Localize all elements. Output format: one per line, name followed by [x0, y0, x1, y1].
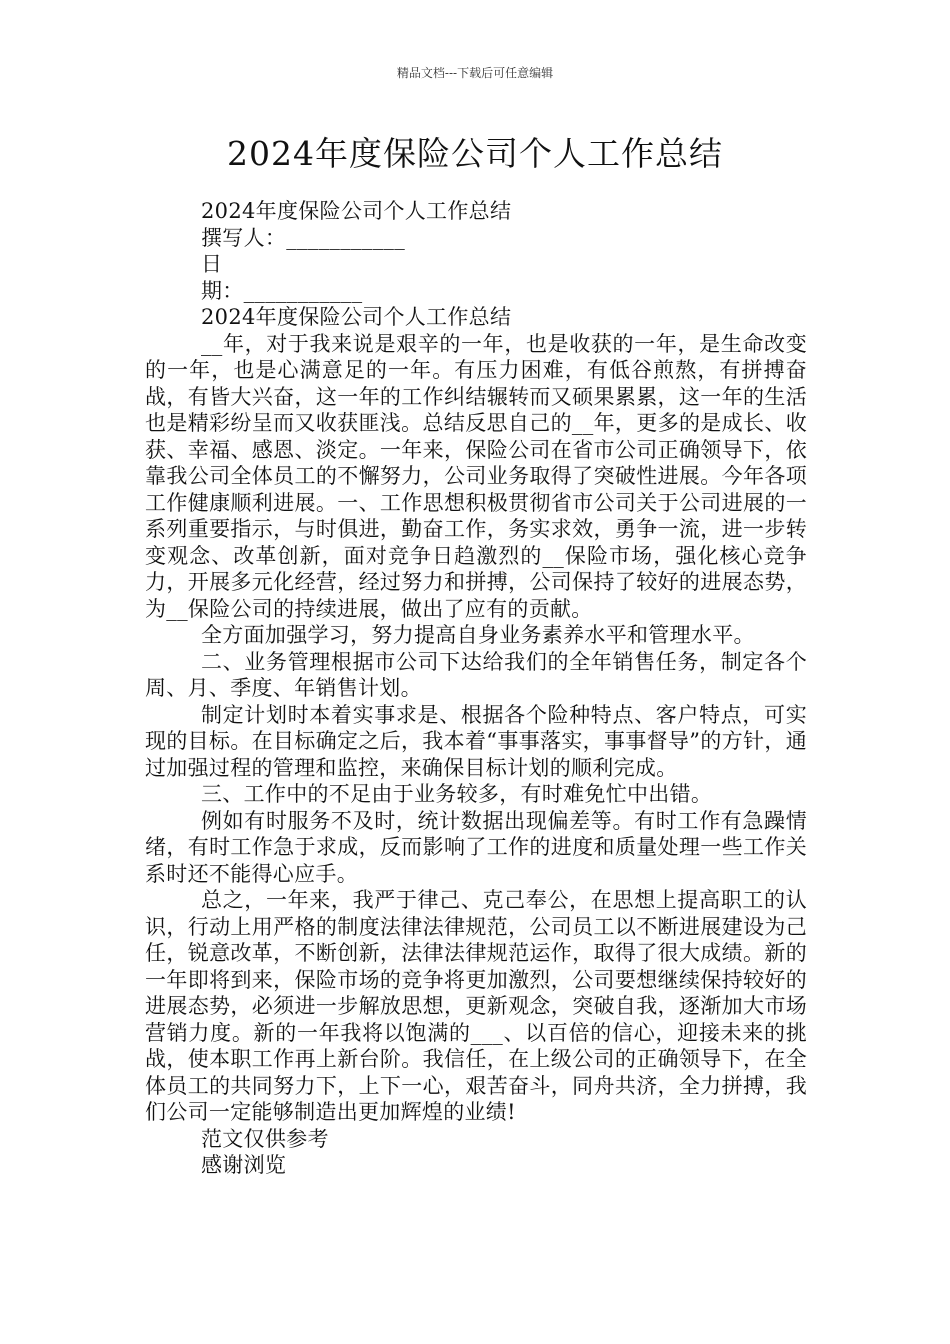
document-body	[145, 198, 807, 1179]
page-header: 精品文档---下载后可任意编辑	[396, 66, 554, 80]
author-line: 撰写人：___________	[201, 225, 405, 250]
paragraph: __年，对于我来说是艰辛的一年，也是收获的一年，是生命改变的一年，也是心满意足的一年。有压力困难，有低谷煎熬，有拼搏奋战，有皆大兴奋，这一年的工作纠结辗转而又硕果累累，这一年的生活也是精彩纷呈而又收获匪浅。总结反思自己的__年，更多的是成长、收获、幸福、感恩、淡定。一年来，保险公司在省市公司正确领导下，依靠我公司全体员工的不懈努力，公司业务取得了突破性进展。今年各项工作健康顺利进展。一、工作思想积极贯彻省市公司关于公司进展的一系列重要指示，与时俱进，勤奋工作，务实求效，勇争一流，进一步转变观念、改革创新，面对竞争日趋激烈的__保险市场，强化核心竞争力，开展多元化经营，经过努力和拼搏，公司保持了较好的进展态势，为__保险公司的持续进展，做出了应有的贡献。	[145, 331, 807, 621]
subtitle-line-2: 2024年度保险公司个人工作总结	[201, 305, 512, 329]
reference-note: 范文仅供参考	[201, 1126, 329, 1151]
document-title: 2024年度保险公司个人工作总结	[227, 134, 723, 173]
paragraph: 二、业务管理根据市公司下达给我们的全年销售任务，制定各个周、月、季度、年销售计划。	[145, 649, 807, 700]
paragraph: 三、工作中的不足由于业务较多，有时难免忙中出错。	[201, 782, 713, 806]
paragraph: 全方面加强学习，努力提高自身业务素养水平和管理水平。	[201, 623, 755, 647]
date-line-1: 日	[201, 252, 223, 276]
thanks-note: 感谢浏览	[201, 1153, 287, 1177]
paragraph: 例如有时服务不及时，统计数据出现偏差等。有时工作有急躁情绪，有时工作急于求成，反而影响了工作的进度和质量处理一些工作关系时还不能得心应手。	[145, 808, 807, 886]
paragraph: 制定计划时本着实事求是、根据各个险种特点、客户特点，可实现的目标。在目标确定之后，我本着“事事落实，事事督导”的方针，通过加强过程的管理和监控，来确保目标计划的顺利完成。	[145, 702, 807, 780]
subtitle-line: 2024年度保险公司个人工作总结	[201, 199, 512, 223]
paragraph: 总之，一年来，我严于律己、克己奉公，在思想上提高职工的认识，行动上用严格的制度法律法律规范，公司员工以不断进展建设为己任，锐意改革，不断创新，法律法律规范运作，取得了很大成绩。新的一年即将到来，保险市场的竞争将更加激烈，公司要想继续保持较好的进展态势，必须进一步解放思想，更新观念，突破自我，逐渐加大市场营销力度。新的一年我将以饱满的___、以百倍的信心，迎接未来的挑战，使本职工作再上新台阶。我信任，在上级公司的正确领导下，在全体员工的共同努力下，上下一心，艰苦奋斗，同舟共济，全力拼搏，我们公司一定能够制造出更加辉煌的业绩!	[145, 888, 807, 1124]
date-line-2: 期：___________	[201, 278, 363, 303]
